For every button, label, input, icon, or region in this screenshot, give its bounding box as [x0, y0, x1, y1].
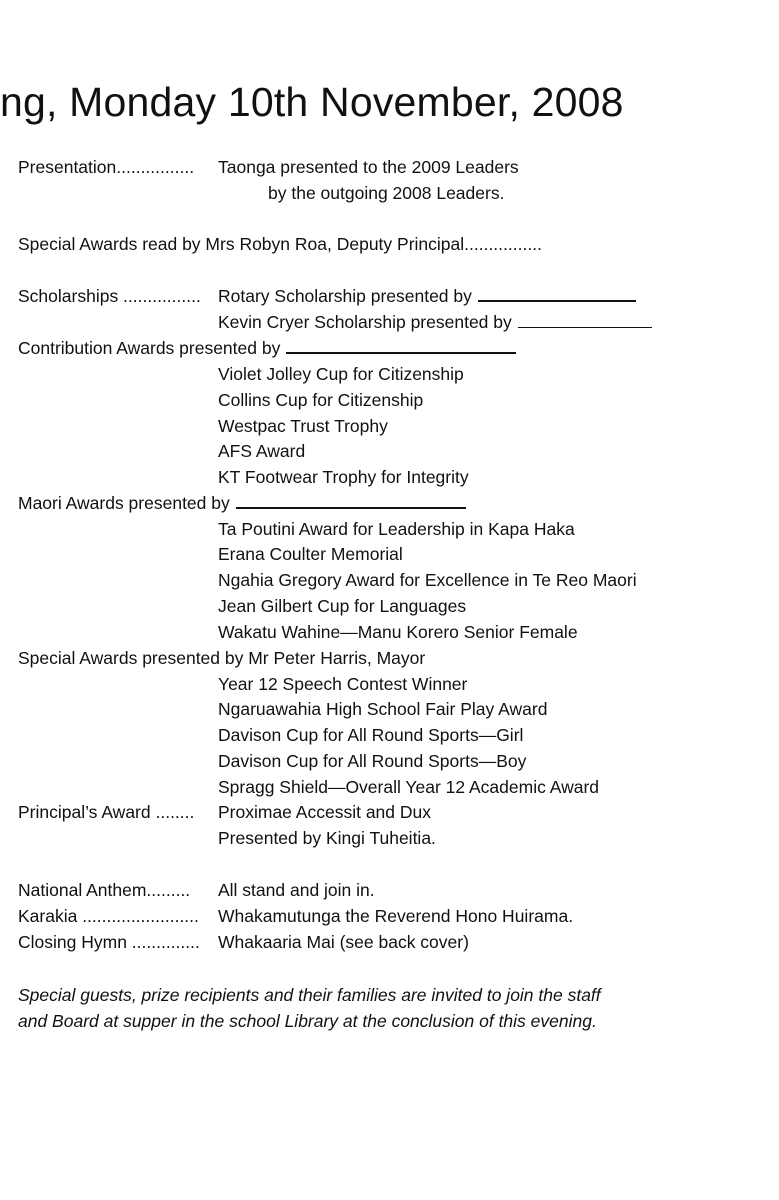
karakia-label: Karakia ........................: [18, 906, 199, 926]
contribution-heading: [18, 337, 516, 359]
programme-title: ng, Monday 10th November, 2008: [0, 79, 624, 125]
scholarship-item-text: Kevin Cryer Scholarship presented by: [218, 312, 512, 332]
signature-blank: [518, 312, 652, 328]
presentation-label: Presentation................: [18, 157, 195, 177]
special-awards-read: Special Awards read by Mrs Robyn Roa, Deputy Principal................: [18, 234, 542, 254]
award-item: Erana Coulter Memorial: [218, 544, 403, 564]
award-item: KT Footwear Trophy for Integrity: [218, 467, 469, 487]
award-item: Year 12 Speech Contest Winner: [218, 674, 468, 694]
supper-note-line-1: Special guests, prize recipients and their families are invited to join the staff: [18, 985, 601, 1005]
principal-line-2: Presented by Kingi Tuheitia.: [218, 828, 436, 848]
signature-blank: [236, 492, 466, 509]
scholarships-label: Scholarships ................: [18, 286, 201, 306]
hymn-label: Closing Hymn ..............: [18, 932, 200, 952]
presentation-line-1: Taonga presented to the 2009 Leaders: [218, 157, 519, 177]
hymn-text: Whakaaria Mai (see back cover): [218, 932, 469, 952]
award-item: Ta Poutini Award for Leadership in Kapa Haka: [218, 519, 575, 539]
contribution-heading-text: Contribution Awards presented by: [18, 338, 281, 358]
maori-heading: [18, 492, 466, 514]
award-item: Ngaruawahia High School Fair Play Award: [218, 699, 548, 719]
scholarship-item: [218, 285, 636, 307]
scholarship-item: [218, 311, 652, 333]
principal-line-1: Proximae Accessit and Dux: [218, 802, 432, 822]
supper-note-line-2: and Board at supper in the school Library at the conclusion of this evening.: [18, 1011, 597, 1031]
award-item: Collins Cup for Citizenship: [218, 390, 424, 410]
signature-blank: [478, 285, 636, 302]
award-item: Davison Cup for All Round Sports—Girl: [218, 725, 524, 745]
anthem-text: All stand and join in.: [218, 880, 375, 900]
signature-blank: [286, 337, 516, 354]
award-item: Wakatu Wahine—Manu Korero Senior Female: [218, 622, 578, 642]
award-item: Westpac Trust Trophy: [218, 416, 388, 436]
award-item: Violet Jolley Cup for Citizenship: [218, 364, 464, 384]
principal-label: Principal’s Award ........: [18, 802, 195, 822]
award-item: AFS Award: [218, 441, 306, 461]
award-item: Jean Gilbert Cup for Languages: [218, 596, 467, 616]
award-item: Ngahia Gregory Award for Excellence in Te Reo Maori: [218, 570, 637, 590]
special-mayor-heading: Special Awards presented by Mr Peter Harris, Mayor: [18, 648, 426, 668]
award-item: Spragg Shield—Overall Year 12 Academic Award: [218, 777, 600, 797]
presentation-line-2: by the outgoing 2008 Leaders.: [268, 183, 505, 203]
maori-heading-text: Maori Awards presented by: [18, 493, 230, 513]
scholarship-item-text: Rotary Scholarship presented by: [218, 286, 472, 306]
karakia-text: Whakamutunga the Reverend Hono Huirama.: [218, 906, 574, 926]
award-item: Davison Cup for All Round Sports—Boy: [218, 751, 527, 771]
anthem-label: National Anthem.........: [18, 880, 191, 900]
